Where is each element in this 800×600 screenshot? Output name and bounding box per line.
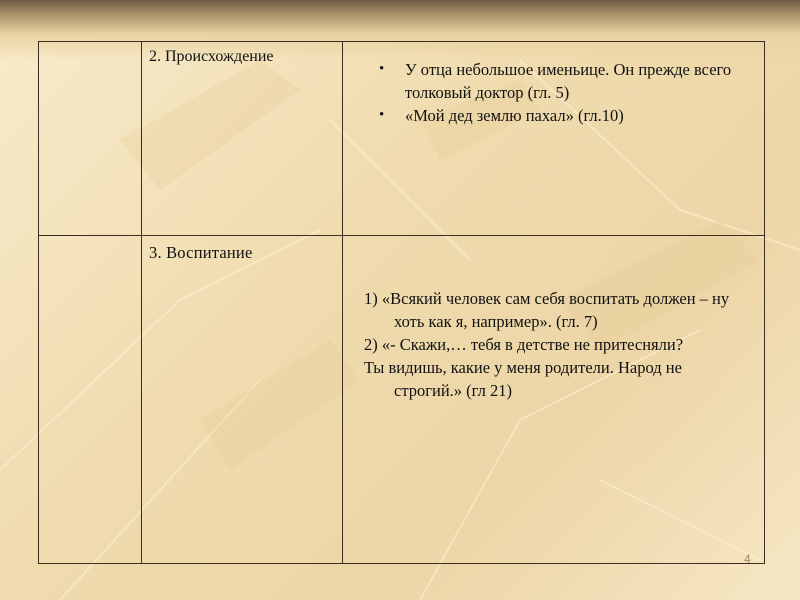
table-cell-label <box>142 236 343 564</box>
quote-paragraph: Ты видишь, какие у меня родители. Народ не строгий.» (гл 21) <box>364 358 682 400</box>
quote-paragraph: 1) «Всякий человек сам себя воспитать должен – ну хоть как я, например». (гл. 7) <box>364 289 730 331</box>
bullet-icon: • <box>379 61 385 77</box>
list-item <box>379 58 734 104</box>
table-cell-content <box>343 42 765 236</box>
content-table <box>38 41 765 564</box>
list-item-text: «Мой дед землю пахал» (гл.10) <box>405 106 624 125</box>
row-label-origin: 2. Происхождение <box>149 48 274 65</box>
quote-paragraph: 2) «- Скажи,… тебя в детстве не притесняли? <box>364 335 684 354</box>
bullet-icon: • <box>379 107 385 123</box>
table-row-upbringing <box>39 236 765 564</box>
page-number: 4 <box>744 552 751 566</box>
list-item-text: У отца небольшое именьице. Он прежде всего толковый доктор (гл. 5) <box>405 60 732 102</box>
table-cell-label <box>142 42 343 236</box>
upbringing-quotes <box>343 236 764 402</box>
table-cell-empty <box>39 236 142 564</box>
row-label-upbringing: 3. Воспитание <box>149 243 253 262</box>
table-row-origin <box>39 42 765 236</box>
origin-bullet-list <box>343 42 764 127</box>
content-table-container <box>38 41 764 563</box>
list-item <box>379 104 734 127</box>
table-cell-empty <box>39 42 142 236</box>
table-cell-content <box>343 236 765 564</box>
